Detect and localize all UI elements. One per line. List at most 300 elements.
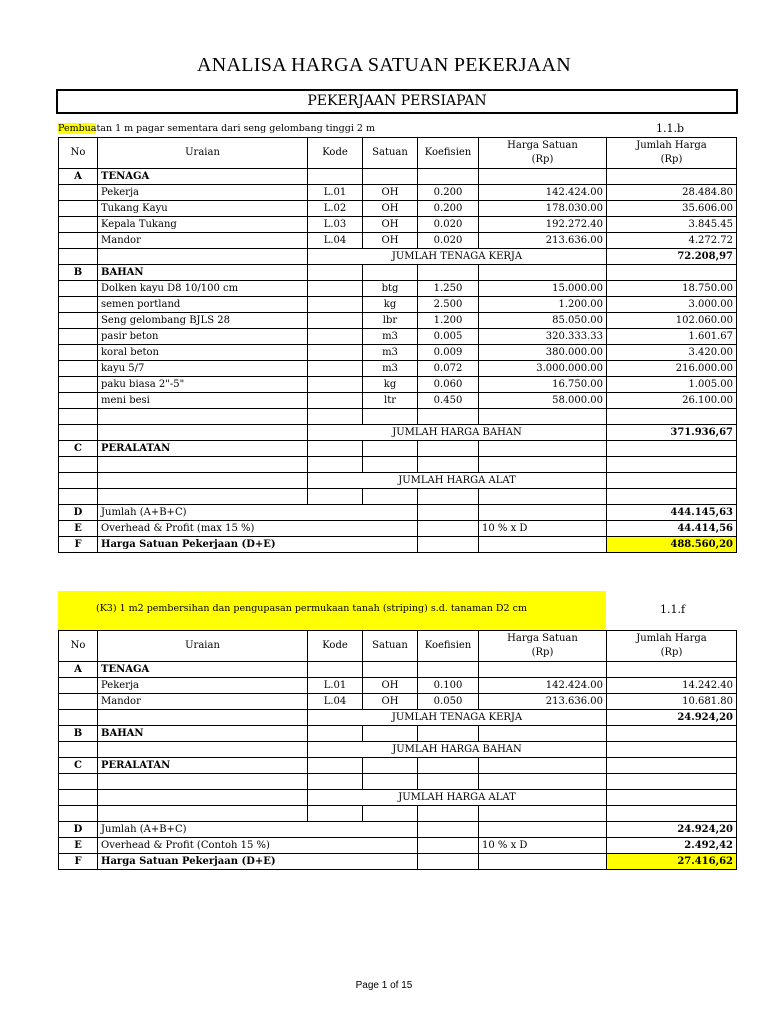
row-satuan — [363, 489, 418, 505]
table-row — [59, 678, 737, 694]
summary-label: Jumlah (A+B+C) — [98, 822, 418, 838]
table-row — [59, 297, 737, 313]
row-harga-satuan: 3.000.000.00 — [479, 361, 607, 377]
row-satuan: OH — [363, 233, 418, 249]
row-no — [59, 297, 98, 313]
row-no: B — [59, 726, 98, 742]
header-satuan: Satuan — [363, 631, 418, 662]
table-row — [59, 473, 737, 489]
row-koefisien — [418, 457, 479, 473]
row-uraian: TENAGA — [98, 662, 308, 678]
row-jumlah-harga: 1.601.67 — [607, 329, 737, 345]
row-jumlah-harga — [607, 441, 737, 457]
row-kode — [308, 313, 363, 329]
row-kode: L.04 — [308, 233, 363, 249]
header-harga-satuan — [479, 138, 607, 169]
row-uraian — [98, 249, 308, 265]
table-row — [59, 457, 737, 473]
row-uraian: pasir beton — [98, 329, 308, 345]
row-jumlah-harga: 18.750.00 — [607, 281, 737, 297]
header-jumlah-line1: Jumlah Harga — [636, 140, 707, 151]
row-satuan: m3 — [363, 361, 418, 377]
table-row — [59, 169, 737, 185]
row-uraian — [98, 806, 308, 822]
row-kode — [308, 265, 363, 281]
row-no — [59, 742, 98, 758]
row-uraian: semen portland — [98, 297, 308, 313]
header-harga-line2: (Rp) — [531, 154, 554, 165]
row-satuan: btg — [363, 281, 418, 297]
row-no — [59, 217, 98, 233]
item1-description-highlight: Pembua — [58, 123, 97, 134]
summary-empty — [418, 854, 479, 870]
row-satuan: OH — [363, 694, 418, 710]
summary-empty — [418, 838, 479, 854]
row-harga-satuan: 85.050.00 — [479, 313, 607, 329]
row-koefisien: 0.050 — [418, 694, 479, 710]
row-satuan: kg — [363, 377, 418, 393]
table-header-row — [59, 631, 737, 662]
row-no — [59, 249, 98, 265]
row-koefisien: 0.450 — [418, 393, 479, 409]
summary-value: 27.416,62 — [607, 854, 737, 870]
row-jumlah-harga: 1.005.00 — [607, 377, 737, 393]
row-no — [59, 678, 98, 694]
row-jumlah-harga: 10.681.80 — [607, 694, 737, 710]
table-row — [59, 409, 737, 425]
row-jumlah-harga: 216.000.00 — [607, 361, 737, 377]
row-koefisien: 0.200 — [418, 201, 479, 217]
subtotal-label: JUMLAH HARGA BAHAN — [308, 742, 607, 758]
row-satuan: ltr — [363, 393, 418, 409]
row-no — [59, 710, 98, 726]
row-uraian — [98, 489, 308, 505]
row-uraian — [98, 473, 308, 489]
row-harga-satuan — [479, 662, 607, 678]
row-kode — [308, 377, 363, 393]
header-kode: Kode — [308, 138, 363, 169]
summary-row — [59, 822, 737, 838]
summary-value: 444.145,63 — [607, 505, 737, 521]
row-koefisien — [418, 726, 479, 742]
subtotal-label: JUMLAH TENAGA KERJA — [308, 249, 607, 265]
row-jumlah-harga — [607, 457, 737, 473]
table-row — [59, 425, 737, 441]
row-kode — [308, 441, 363, 457]
summary-koefisien: 10 % x D — [479, 838, 607, 854]
row-no: C — [59, 441, 98, 457]
row-no — [59, 201, 98, 217]
row-kode: L.01 — [308, 185, 363, 201]
table-row — [59, 726, 737, 742]
item1-analysis-table — [58, 137, 737, 553]
summary-koefisien: 10 % x D — [479, 521, 607, 537]
summary-label: Overhead & Profit (max 15 %) — [98, 521, 418, 537]
row-jumlah-harga: 3.420.00 — [607, 345, 737, 361]
subtotal-label: JUMLAH HARGA BAHAN — [308, 425, 607, 441]
row-satuan: OH — [363, 678, 418, 694]
row-koefisien: 0.005 — [418, 329, 479, 345]
subtotal-label: JUMLAH HARGA ALAT — [308, 473, 607, 489]
summary-koefisien — [479, 822, 607, 838]
row-kode — [308, 169, 363, 185]
header-no: No — [59, 138, 98, 169]
subtotal-value — [607, 742, 737, 758]
table-row — [59, 345, 737, 361]
row-uraian — [98, 774, 308, 790]
row-satuan — [363, 409, 418, 425]
row-koefisien: 0.200 — [418, 185, 479, 201]
row-satuan: kg — [363, 297, 418, 313]
row-jumlah-harga: 26.100.00 — [607, 393, 737, 409]
row-harga-satuan — [479, 441, 607, 457]
row-uraian: Mandor — [98, 233, 308, 249]
table-row — [59, 441, 737, 457]
summary-label: Jumlah (A+B+C) — [98, 505, 418, 521]
row-harga-satuan: 380.000.00 — [479, 345, 607, 361]
row-uraian: koral beton — [98, 345, 308, 361]
subtotal-label: JUMLAH TENAGA KERJA — [308, 710, 607, 726]
summary-no: F — [59, 537, 98, 553]
row-kode: L.01 — [308, 678, 363, 694]
header-jumlah-line2: (Rp) — [660, 154, 683, 165]
row-koefisien: 0.100 — [418, 678, 479, 694]
item1-description — [58, 123, 375, 134]
row-jumlah-harga — [607, 169, 737, 185]
table-row — [59, 790, 737, 806]
summary-empty — [418, 521, 479, 537]
row-no — [59, 313, 98, 329]
row-no — [59, 425, 98, 441]
subtotal-value: 371.936,67 — [607, 425, 737, 441]
row-uraian: PERALATAN — [98, 758, 308, 774]
row-kode — [308, 726, 363, 742]
row-harga-satuan — [479, 758, 607, 774]
table-header-row — [59, 138, 737, 169]
row-kode: L.03 — [308, 217, 363, 233]
row-harga-satuan: 178.030.00 — [479, 201, 607, 217]
row-kode — [308, 329, 363, 345]
row-satuan: lbr — [363, 313, 418, 329]
row-uraian: Pekerja — [98, 678, 308, 694]
row-koefisien — [418, 806, 479, 822]
summary-empty — [418, 822, 479, 838]
table-row — [59, 313, 737, 329]
row-jumlah-harga: 14.242.40 — [607, 678, 737, 694]
row-kode — [308, 457, 363, 473]
subtotal-value — [607, 473, 737, 489]
summary-koefisien — [479, 854, 607, 870]
row-no — [59, 377, 98, 393]
row-uraian: Pekerja — [98, 185, 308, 201]
summary-koefisien — [479, 505, 607, 521]
row-kode — [308, 345, 363, 361]
row-jumlah-harga — [607, 726, 737, 742]
row-satuan — [363, 441, 418, 457]
row-jumlah-harga: 4.272.72 — [607, 233, 737, 249]
summary-row — [59, 537, 737, 553]
table-row — [59, 742, 737, 758]
subtotal-label: JUMLAH HARGA ALAT — [308, 790, 607, 806]
row-harga-satuan: 192.272.40 — [479, 217, 607, 233]
row-no: A — [59, 169, 98, 185]
row-uraian: Tukang Kayu — [98, 201, 308, 217]
row-no — [59, 281, 98, 297]
row-no — [59, 409, 98, 425]
summary-row — [59, 521, 737, 537]
row-kode — [308, 361, 363, 377]
row-koefisien — [418, 409, 479, 425]
summary-no: D — [59, 505, 98, 521]
row-uraian — [98, 710, 308, 726]
row-satuan — [363, 806, 418, 822]
header-koefisien: Koefisien — [418, 138, 479, 169]
row-kode — [308, 662, 363, 678]
row-koefisien — [418, 758, 479, 774]
row-jumlah-harga: 3.000.00 — [607, 297, 737, 313]
row-no — [59, 457, 98, 473]
row-uraian — [98, 409, 308, 425]
row-harga-satuan: 16.750.00 — [479, 377, 607, 393]
subtotal-value: 24.924,20 — [607, 710, 737, 726]
row-jumlah-harga — [607, 758, 737, 774]
table-row — [59, 249, 737, 265]
row-koefisien — [418, 265, 479, 281]
row-satuan — [363, 457, 418, 473]
page-footer: Page 1 of 15 — [355, 980, 413, 991]
row-harga-satuan: 58.000.00 — [479, 393, 607, 409]
row-kode — [308, 758, 363, 774]
row-uraian — [98, 425, 308, 441]
table-row — [59, 662, 737, 678]
table-row — [59, 393, 737, 409]
row-satuan: m3 — [363, 345, 418, 361]
row-no: A — [59, 662, 98, 678]
header-satuan: Satuan — [363, 138, 418, 169]
row-uraian: TENAGA — [98, 169, 308, 185]
header-harga-line1: Harga Satuan — [507, 140, 578, 151]
header-kode: Kode — [308, 631, 363, 662]
row-harga-satuan: 320.333.33 — [479, 329, 607, 345]
table-row — [59, 694, 737, 710]
row-satuan: OH — [363, 185, 418, 201]
header-jumlah-harga — [607, 138, 737, 169]
row-uraian: Dolken kayu D8 10/100 cm — [98, 281, 308, 297]
table-row — [59, 329, 737, 345]
header-jumlah-harga — [607, 631, 737, 662]
row-uraian: BAHAN — [98, 726, 308, 742]
row-jumlah-harga — [607, 409, 737, 425]
row-uraian: Kepala Tukang — [98, 217, 308, 233]
row-satuan — [363, 726, 418, 742]
table-row — [59, 185, 737, 201]
row-harga-satuan: 213.636.00 — [479, 233, 607, 249]
row-uraian: Seng gelombang BJLS 28 — [98, 313, 308, 329]
table-row — [59, 281, 737, 297]
row-no — [59, 473, 98, 489]
row-no — [59, 185, 98, 201]
row-harga-satuan — [479, 489, 607, 505]
row-no — [59, 361, 98, 377]
summary-value: 2.492,42 — [607, 838, 737, 854]
page-title: ANALISA HARGA SATUAN PEKERJAAN — [196, 54, 572, 76]
row-harga-satuan: 1.200.00 — [479, 297, 607, 313]
table-row — [59, 201, 737, 217]
row-jumlah-harga — [607, 662, 737, 678]
item2-analysis-table — [58, 630, 737, 870]
item1-description-rest: tan 1 m pagar sementara dari seng gelombang tinggi 2 m — [96, 123, 375, 134]
row-jumlah-harga: 3.845.45 — [607, 217, 737, 233]
row-harga-satuan: 213.636.00 — [479, 694, 607, 710]
summary-value: 488.560,20 — [607, 537, 737, 553]
row-harga-satuan — [479, 726, 607, 742]
row-harga-satuan — [479, 774, 607, 790]
summary-koefisien — [479, 537, 607, 553]
row-uraian: Mandor — [98, 694, 308, 710]
summary-no: F — [59, 854, 98, 870]
row-uraian: PERALATAN — [98, 441, 308, 457]
table-row — [59, 774, 737, 790]
row-harga-satuan — [479, 806, 607, 822]
summary-no: E — [59, 521, 98, 537]
summary-label: Harga Satuan Pekerjaan (D+E) — [98, 854, 418, 870]
row-koefisien: 0.020 — [418, 233, 479, 249]
row-satuan: m3 — [363, 329, 418, 345]
row-koefisien — [418, 489, 479, 505]
summary-no: D — [59, 822, 98, 838]
row-uraian: BAHAN — [98, 265, 308, 281]
summary-value: 24.924,20 — [607, 822, 737, 838]
row-satuan — [363, 169, 418, 185]
row-no — [59, 345, 98, 361]
row-koefisien — [418, 441, 479, 457]
row-kode — [308, 409, 363, 425]
row-kode: L.04 — [308, 694, 363, 710]
row-no — [59, 489, 98, 505]
row-koefisien: 0.060 — [418, 377, 479, 393]
row-no — [59, 694, 98, 710]
row-jumlah-harga: 102.060.00 — [607, 313, 737, 329]
summary-empty — [418, 537, 479, 553]
row-koefisien — [418, 169, 479, 185]
header-uraian: Uraian — [98, 631, 308, 662]
row-harga-satuan — [479, 265, 607, 281]
subtotal-value — [607, 790, 737, 806]
header-koefisien: Koefisien — [418, 631, 479, 662]
summary-no: E — [59, 838, 98, 854]
row-jumlah-harga — [607, 806, 737, 822]
row-harga-satuan: 15.000.00 — [479, 281, 607, 297]
row-no — [59, 393, 98, 409]
row-harga-satuan: 142.424.00 — [479, 185, 607, 201]
row-harga-satuan — [479, 457, 607, 473]
header-no: No — [59, 631, 98, 662]
row-no — [59, 329, 98, 345]
row-koefisien — [418, 662, 479, 678]
row-jumlah-harga — [607, 774, 737, 790]
row-kode — [308, 393, 363, 409]
row-uraian — [98, 457, 308, 473]
row-satuan: OH — [363, 201, 418, 217]
summary-label: Overhead & Profit (Contoh 15 %) — [98, 838, 418, 854]
table-row — [59, 265, 737, 281]
header-uraian: Uraian — [98, 138, 308, 169]
row-no: B — [59, 265, 98, 281]
table-row — [59, 361, 737, 377]
row-koefisien: 0.009 — [418, 345, 479, 361]
summary-empty — [418, 505, 479, 521]
row-uraian — [98, 790, 308, 806]
row-uraian — [98, 742, 308, 758]
row-no — [59, 806, 98, 822]
row-satuan — [363, 774, 418, 790]
row-satuan — [363, 265, 418, 281]
item1-code: 1.1.b — [656, 122, 685, 135]
table-row — [59, 710, 737, 726]
subtotal-value: 72.208,97 — [607, 249, 737, 265]
row-no — [59, 790, 98, 806]
row-koefisien: 2.500 — [418, 297, 479, 313]
section-title: PEKERJAAN PERSIAPAN — [56, 89, 738, 114]
table-row — [59, 758, 737, 774]
row-kode — [308, 806, 363, 822]
table-row — [59, 217, 737, 233]
summary-row — [59, 854, 737, 870]
summary-label: Harga Satuan Pekerjaan (D+E) — [98, 537, 418, 553]
row-uraian: paku biasa 2"-5" — [98, 377, 308, 393]
row-koefisien — [418, 774, 479, 790]
header-harga-line1: Harga Satuan — [507, 633, 578, 644]
row-jumlah-harga: 35.606.00 — [607, 201, 737, 217]
header-jumlah-line2: (Rp) — [660, 647, 683, 658]
header-harga-satuan — [479, 631, 607, 662]
row-kode: L.02 — [308, 201, 363, 217]
row-harga-satuan: 142.424.00 — [479, 678, 607, 694]
summary-row — [59, 838, 737, 854]
summary-value: 44.414,56 — [607, 521, 737, 537]
row-koefisien: 0.020 — [418, 217, 479, 233]
row-satuan — [363, 662, 418, 678]
header-jumlah-line1: Jumlah Harga — [636, 633, 707, 644]
item2-code: 1.1.f — [660, 603, 686, 616]
row-uraian: meni besi — [98, 393, 308, 409]
row-koefisien: 1.200 — [418, 313, 479, 329]
item2-description: (K3) 1 m2 pembersihan dan pengupasan permukaan tanah (striping) s.d. tanaman D2 cm — [96, 603, 527, 614]
row-koefisien: 0.072 — [418, 361, 479, 377]
row-satuan: OH — [363, 217, 418, 233]
table-row — [59, 806, 737, 822]
table-row — [59, 233, 737, 249]
row-harga-satuan — [479, 169, 607, 185]
row-harga-satuan — [479, 409, 607, 425]
row-koefisien: 1.250 — [418, 281, 479, 297]
row-kode — [308, 774, 363, 790]
row-no — [59, 774, 98, 790]
summary-row — [59, 505, 737, 521]
row-kode — [308, 489, 363, 505]
row-no: C — [59, 758, 98, 774]
table-row — [59, 377, 737, 393]
table-row — [59, 489, 737, 505]
row-jumlah-harga: 28.484.80 — [607, 185, 737, 201]
row-kode — [308, 297, 363, 313]
header-harga-line2: (Rp) — [531, 647, 554, 658]
row-jumlah-harga — [607, 265, 737, 281]
row-uraian: kayu 5/7 — [98, 361, 308, 377]
row-jumlah-harga — [607, 489, 737, 505]
row-kode — [308, 281, 363, 297]
row-satuan — [363, 758, 418, 774]
